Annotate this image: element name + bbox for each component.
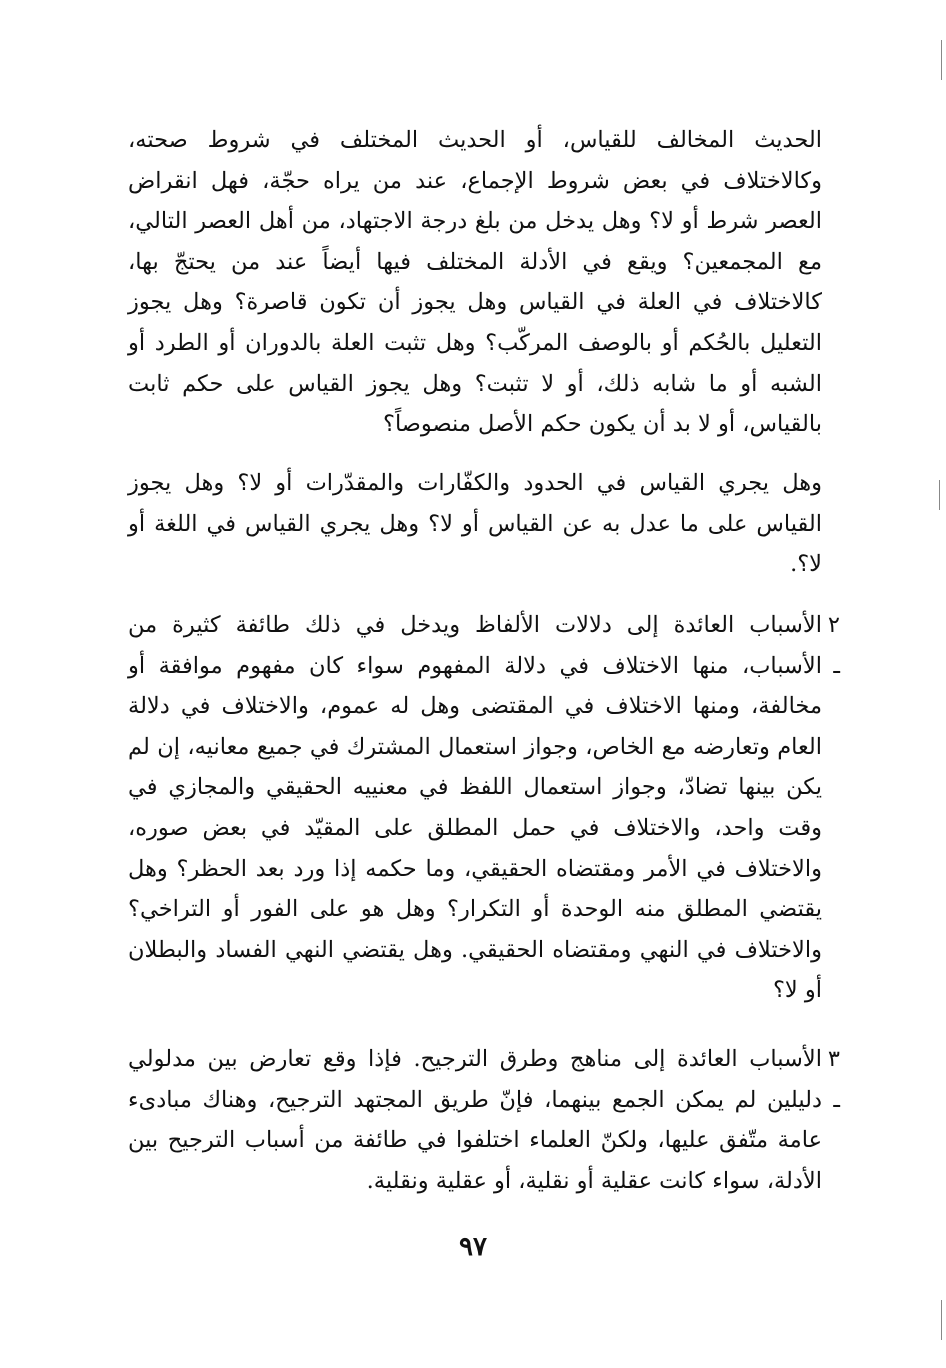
page-number: ٩٧ [459, 1232, 487, 1262]
list-item-number: ٣ ـ [827, 1046, 840, 1113]
list-item-number: ٢ ـ [827, 612, 840, 679]
list-item-text: الأسباب العائدة إلى دلالات الألفاظ ويدخل في ذلك طائفة كثيرة من الأسباب، منها الاختلاف في دلالة المفهوم سواء كان مفهوم موافقة أو مخالفة، ومنها الاختلاف في المقتضى وهل له عموم، والاختلاف في دلالة العام وتعارضه مع الخاص، وجواز استعمال المشترك في جميع معانيه، إن لم يكن بينها تضادّ، وجواز استعمال اللفظ في معنييه الحقيقي والمجازي في وقت واحد، والاختلاف في حمل المطلق على المقيّد في بعض صوره، والاختلاف في الأمر ومقتضاه الحقيقي، وما حكمه إذا ورد بعد الحظر؟ وهل يقتضي المطلق منه الوحدة أو التكرار؟ وهل هو على الفور أو التراخي؟ والاختلاف في النهي ومقتضاه الحقيقي. وهل يقتضي النهي الفساد والبطلان أو لا؟ [128, 612, 822, 1004]
paragraph-qiyas-questions: وهل يجري القياس في الحدود والكفّارات والمقدّرات أو لا؟ وهل يجوز القياس على ما عدل به عن القياس أو لا؟ وهل يجري القياس في اللغة أو لا؟. [128, 470, 822, 578]
scan-edge-mark [941, 1300, 942, 1340]
list-item-2 [128, 605, 840, 1011]
list-item-3 [128, 1039, 840, 1201]
list-item-text: الأسباب العائدة إلى مناهج وطرق الترجيح. فإذا وقع تعارض بين مدلولي دليلين لم يمكن الجمع بينهما، فإنّ طريق المجتهد الترجيح، وهناك مبادىء عامة متّفق عليها، ولكنّ العلماء اختلفوا في طائفة من أسباب الترجيح بين الأدلة، سواء كانت عقلية أو نقلية، أو عقلية ونقلية. [128, 1046, 822, 1194]
paragraph-continuation: الحديث المخالف للقياس، أو الحديث المختلف في شروط صحته، وكالاختلاف في بعض شروط الإجماع، عند من يراه حجّة، فهل انقراض العصر شرط أو لا؟ وهل يدخل من بلغ درجة الاجتهاد، من أهل العصر التالي، مع المجمعين؟ ويقع في الأدلة المختلف فيها أيضاً عند من يحتجّ بها، كالاختلاف في العلة في القياس وهل يجوز أن تكون قاصرة؟ وهل يجوز التعليل بالحُكم أو بالوصف المركّب؟ وهل تثبت العلة بالدوران أو الطرد أو الشبه أو ما شابه ذلك، أو لا تثبت؟ وهل يجوز القياس على حكم ثابت بالقياس، أو لا بد أن يكون حكم الأصل منصوصاً؟ [128, 127, 822, 438]
scan-edge-mark [939, 480, 940, 510]
scan-edge-mark [941, 40, 942, 80]
